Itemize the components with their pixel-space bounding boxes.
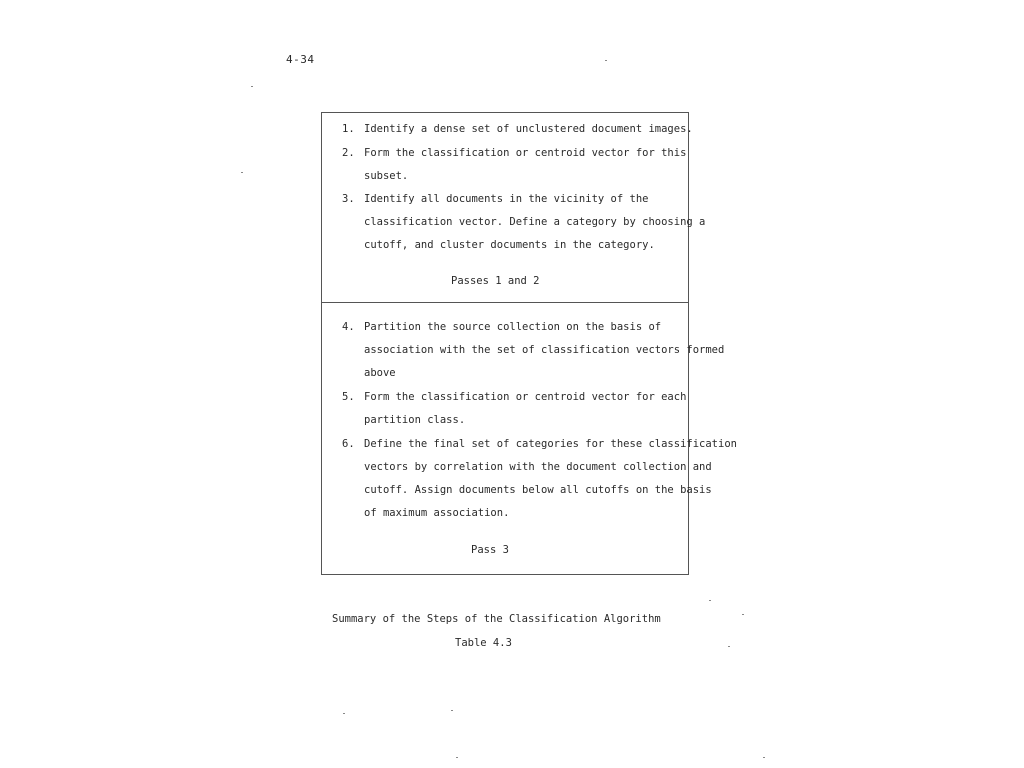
scan-speck [251, 86, 253, 87]
section-divider [322, 302, 688, 303]
page-number: 4-34 [286, 53, 315, 66]
step-line: association with the set of classification vectors formed [364, 344, 725, 356]
step-line: partition class. [364, 414, 466, 426]
scan-speck [451, 710, 453, 711]
phase-label-upper: Passes 1 and 2 [451, 275, 540, 287]
scan-speck [709, 600, 711, 601]
step-text [364, 118, 693, 141]
step-number: 4. [342, 321, 355, 333]
step-line: classification vector. Define a category by choosing a [364, 216, 706, 228]
step-line: Identify all documents in the vicinity of the [364, 193, 649, 205]
scan-speck [605, 60, 607, 61]
scan-speck [456, 757, 458, 758]
table-number: Table 4.3 [455, 637, 512, 649]
step-line: vectors by correlation with the document collection and [364, 461, 712, 473]
step-line: Form the classification or centroid vector for this [364, 147, 687, 159]
step-line: of maximum association. [364, 507, 510, 519]
phase-label-lower: Pass 3 [471, 544, 509, 556]
step-text [364, 386, 686, 432]
step-line: Identify a dense set of unclustered document images. [364, 123, 693, 135]
table-caption: Summary of the Steps of the Classification Algorithm [332, 613, 661, 625]
step-number: 5. [342, 391, 355, 403]
step-line: Define the final set of categories for these classification [364, 438, 737, 450]
scan-speck [742, 614, 744, 615]
step-text [364, 188, 705, 257]
scan-speck [763, 757, 765, 758]
step-line: above [364, 367, 396, 379]
step-number: 2. [342, 147, 355, 159]
step-number: 1. [342, 123, 355, 135]
step-line: cutoff. Assign documents below all cutoffs on the basis [364, 484, 712, 496]
step-text [364, 142, 686, 188]
algorithm-steps-table [321, 112, 737, 575]
step-number: 6. [342, 438, 355, 450]
step-text [364, 316, 724, 385]
step-number: 3. [342, 193, 355, 205]
step-text [364, 433, 737, 525]
step-line: subset. [364, 170, 409, 182]
scan-speck [241, 172, 243, 173]
scan-speck [728, 646, 730, 647]
step-line: Partition the source collection on the basis of [364, 321, 662, 333]
scan-speck [343, 713, 345, 714]
step-line: Form the classification or centroid vector for each [364, 391, 687, 403]
step-line: cutoff, and cluster documents in the category. [364, 239, 655, 251]
